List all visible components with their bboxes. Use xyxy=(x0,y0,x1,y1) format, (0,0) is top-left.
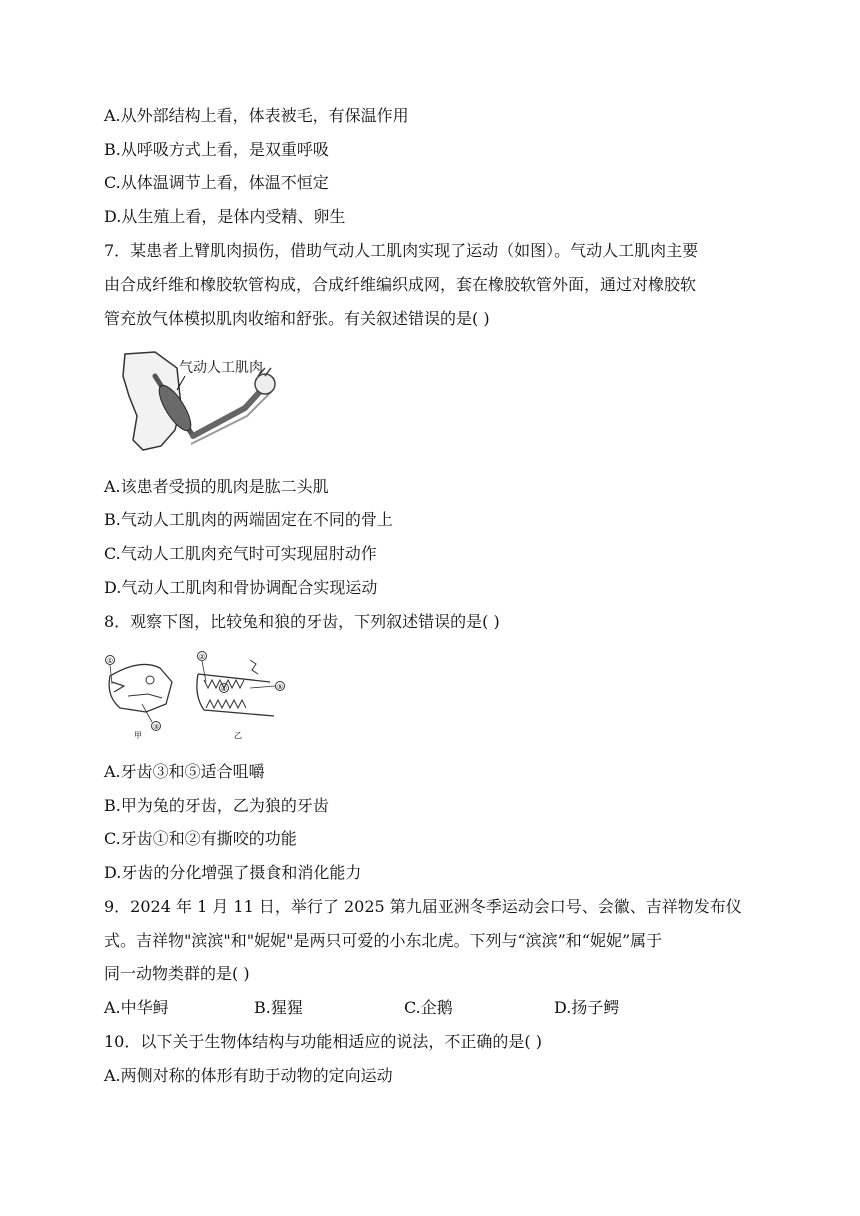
q6-option-c: C.从体温调节上看，体温不恒定 xyxy=(104,173,329,192)
q7-option-d: D.气动人工肌肉和骨协调配合实现运动 xyxy=(104,578,378,597)
q9-stem-line-2: 式。吉祥物"滨滨"和"妮妮"是两只可爱的小东北虎。下列与“滨滨”和“妮妮”属于 xyxy=(104,931,663,950)
q8-stem: 8．观察下图，比较兔和狼的牙齿，下列叙述错误的是( ) xyxy=(104,612,500,631)
marker-3: ③ xyxy=(152,723,160,731)
q10-stem: 10．以下关于生物体结构与功能相适应的说法，不正确的是( ) xyxy=(104,1032,542,1051)
arm-artificial-muscle-figure xyxy=(115,346,285,456)
q6-option-a: A.从外部结构上看，体表被毛，有保温作用 xyxy=(104,106,409,125)
q8-option-c: C.牙齿①和②有撕咬的功能 xyxy=(104,829,297,848)
q6-option-d: D.从生殖上看，是体内受精、卵生 xyxy=(104,207,346,226)
q7-stem-line-3: 管充放气体模拟肌肉收缩和舒张。有关叙述错误的是( ) xyxy=(104,309,490,328)
q6-option-b: B.从呼吸方式上看，是双重呼吸 xyxy=(104,140,329,159)
q7-option-a: A.该患者受损的肌肉是肱二头肌 xyxy=(104,477,329,496)
figure-label-artificial-muscle: 气动人工肌肉 xyxy=(179,360,263,376)
q9-stem-line-3: 同一动物类群的是( ) xyxy=(104,964,250,983)
q9-option-c: C.企鹅 xyxy=(404,998,453,1017)
marker-5: ⑤ xyxy=(276,683,284,691)
q9-option-a: A.中华鲟 xyxy=(104,998,169,1017)
q9-option-d: D.扬子鳄 xyxy=(554,998,620,1017)
q8-option-b: B.甲为兔的牙齿，乙为狼的牙齿 xyxy=(104,796,329,815)
q10-option-a: A.两侧对称的体形有助于动物的定向运动 xyxy=(104,1066,393,1085)
q9-stem-line-1: 9．2024 年 1 月 11 日，举行了 2025 第九届亚洲冬季运动会口号、会徽、吉祥物发布仪 xyxy=(104,897,742,916)
q7-stem-line-1: 7．某患者上臂肌肉损伤，借助气动人工肌肉实现了运动（如图）。气动人工肌肉主要 xyxy=(104,241,699,260)
teeth-comparison-figure xyxy=(100,646,290,742)
marker-1: ① xyxy=(106,657,114,665)
label-yi: 乙 xyxy=(234,731,242,740)
q7-stem-line-2: 由合成纤维和橡胶软管构成，合成纤维编织成网，套在橡胶软管外面，通过对橡胶软 xyxy=(104,275,697,294)
q7-option-c: C.气动人工肌肉充气时可实现屈肘动作 xyxy=(104,544,377,563)
q7-option-b: B.气动人工肌肉的两端固定在不同的骨上 xyxy=(104,510,393,529)
q8-option-d: D.牙齿的分化增强了摄食和消化能力 xyxy=(104,863,362,882)
q9-option-b: B.猩猩 xyxy=(254,998,303,1017)
label-jia: 甲 xyxy=(134,731,142,740)
q8-option-a: A.牙齿③和⑤适合咀嚼 xyxy=(104,762,265,781)
marker-4: ④ xyxy=(220,685,228,693)
marker-2: ② xyxy=(198,653,206,661)
